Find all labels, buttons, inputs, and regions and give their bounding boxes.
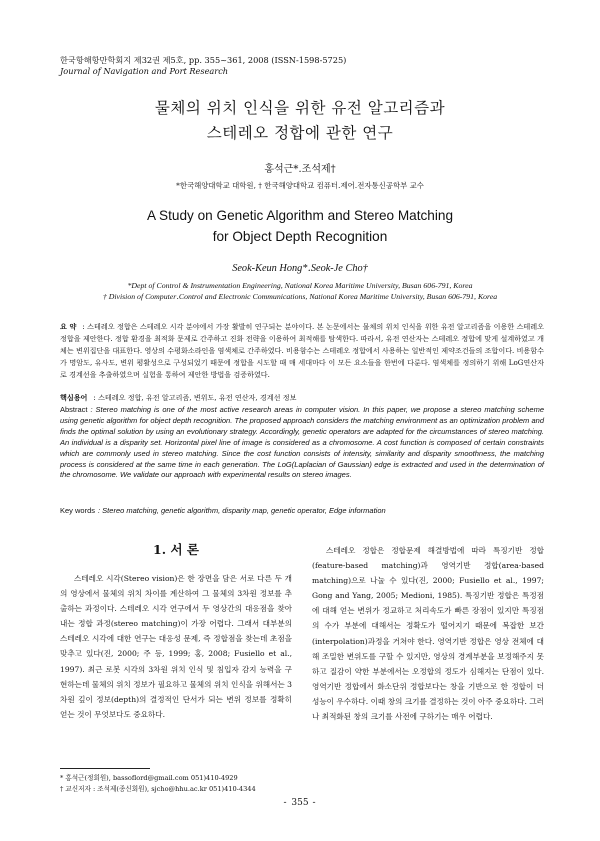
footnote-corresponding-author: † 교신저자 : 조석제(종신회원), sjcho@hhu.ac.kr 051)410-4344 — [60, 785, 256, 793]
authors-en: Seok-Keun Hong*․Seok-Je Cho† — [232, 263, 368, 274]
keywords-en — [60, 506, 544, 515]
affiliation-en-line1: *Dept of Control & Instrumentation Engineering, National Korea Maritime University, Busan 606-791, Korea — [127, 281, 473, 290]
footnote-author1: * 홍석근(정회원), bassoflord@gmail.com 051)410-4929 — [60, 774, 238, 782]
body-paragraph: 스테레오 정합은 정합문제 해결방법에 따라 특징기반 정합(feature-based matching)과 영역기반 정합(area-based matching)으로 나눌 수 있다(진, 2000; Fusiello et al., 1997; Gong and Yang, 2005; Medioni, 1985). 특징기반 정합은 특정점에 대해 얻는 변위가 정교하고 처리속도가 빠른 장점이 있지만 특징점의 수가 부분에 대해서는 정확도가 떨어지기 때문에 복잡한 보간(interpolation)과정을 거쳐야 한다. 영역기반 정합은 영상 전체에 대해 조밀한 변위도를 구할 수 있지만, 영상의 경계부분을 보정해주지 못하고 질감이 약한 부분에서는 오정합의 정도가 심해지는 단점이 있다. 영역기반 정합에서 화소단위 정합보다는 창을 기반으로 한 정합이 더 성능이 우수하다. 이때 창의 크기를 결정하는 것이 아주 중요하다. 그러나 최적화된 창의 크기를 사전에 구하기는 매우 어렵다. — [312, 546, 544, 722]
page-number: - 355 - — [283, 798, 317, 808]
keywords-kr — [60, 392, 544, 404]
abstract-kr-text: : 스테레오 정합은 스테레오 시각 분야에서 가장 활발히 연구되는 분야이다. 본 논문에서는 물체의 위치 인식을 위한 유전 알고리즘을 이용한 스테레오 정합을 제안한다. 정합 환경을 최적화 문제로 간주하고 진화 전략을 이용하여 최적해를 탐색한다. 따라서, 유전 연산자는 스테레오 정합에 맞게 설계하였고 개체는 변위집단을 대표한다. 영상의 수평화소라인을 염색체로 간주하였다. 비용함수는 스테레오 정합에서 사용하는 일반적인 제약조건들의 조합이다. 비용함수가 명암도, 유사도, 변위 평활성으로 구성되었기 때문에 정합을 시도할 때 매 세대마다 이 모든 요소들을 한번에 다룬다. 염색체를 정의하기 위해 LoG연산자로 경계선을 추출하였으며 실험을 통하여 제안한 방법을 검증하였다. — [60, 322, 544, 379]
abstract-en-text: : Stereo matching is one of the most active research areas in computer vision. In this paper, we propose a stereo matching scheme using genetic algorithm for object depth recognition. The proposed approach considers the matching environment as an optimization problem and finds the optimal solution by using an evolutionary strategy. Accordingly, genetic operators are adapted for the circumstances of stereo matching. An individual is a disparity set. Horizontal pixel line of image is considered as a chromosome. A cost function is composed of certain constraints which are commonly used in stereo matching. Since the cost function consists of intensity, similarity and disparity smoothness, the matching process is considered at the same time in each generation. The LoG(Laplacian of Gaussian) edge is extracted and used in the determination of the chromosome. We validate our approach with experimental results on stereo images. — [60, 405, 544, 480]
abstract-kr-label: 요 약 — [60, 322, 77, 331]
abstract-en — [60, 405, 544, 481]
title-en-line2: for Object Depth Recognition — [212, 229, 388, 244]
section-heading-introduction: 1. 서 론 — [153, 542, 199, 557]
journal-header — [60, 55, 540, 77]
keywords-en-text: : Stereo matching, genetic algorithm, disparity map, genetic operator, Edge information — [98, 506, 386, 515]
title-kr-line1: 물체의 위치 인식을 위한 유전 알고리즘과 — [154, 99, 446, 117]
footnote-divider — [60, 768, 150, 769]
journal-citation: 한국항해항만학회지 제32권 제5호, pp. 355~361, 2008 (ISSN-1598-5725) — [60, 55, 347, 65]
journal-name-en: Journal of Navigation and Port Research — [60, 66, 229, 76]
title-kr-line2: 스테레오 정합에 관한 연구 — [206, 124, 394, 142]
authors-kr: 홍석근*․조석제† — [264, 164, 336, 175]
title-en-line1: A Study on Genetic Algorithm and Stereo Matching — [146, 208, 454, 223]
keywords-kr-text: : 스테레오 정합, 유전 알고리즘, 변위도, 유전 연산자, 경계선 정보 — [93, 393, 297, 402]
affiliation-en-line2: † Division of Computer․Control and Electronic Communications, National Korea Maritime University, Busan 606-791, Korea — [102, 292, 498, 301]
keywords-en-label: Key words — [60, 506, 96, 515]
keywords-kr-label: 핵심용어 — [60, 393, 88, 402]
abstract-kr — [60, 321, 544, 381]
body-column-left: 스테레오 시각(Stereo vision)은 한 장면을 담은 서로 다른 두 개의 영상에서 물체의 위치 차이를 계산하여 그 물체의 3차원 정보를 추출하는 과정이다. 스테레오 시각 연구에서 두 영상간의 대응점을 찾아내는 정합 과정(stereo matching)이 가장 어렵다. 그래서 대부분의 스테레오 시각에 대한 연구는 대응성 문제, 즉 정합점을 찾는데 초점을 맞추고 있다(진, 2000; 주 등, 1999; 홍, 2008; Fusiello et al., 1997). 최근 로봇 시각의 3차원 위치 인식 및 침입자 감지 능력을 구현하는데 물체의 위치 정보가 필요하고 물체의 위치 인식을 위해서는 3차원 깊이 정보(depth)의 결정적인 단서가 되는 변위 정보를 정확히 얻는 것이 무엇보다도 중요하다. — [60, 574, 292, 719]
page-number-value: 355 — [291, 798, 309, 808]
body-column-right — [312, 543, 544, 724]
affiliation-kr: *한국해양대학교 대학원, † 한국해양대학교 컴퓨터․제어․전자통신공학부 교수 — [176, 181, 424, 190]
abstract-en-label: Abstract — [60, 405, 88, 414]
